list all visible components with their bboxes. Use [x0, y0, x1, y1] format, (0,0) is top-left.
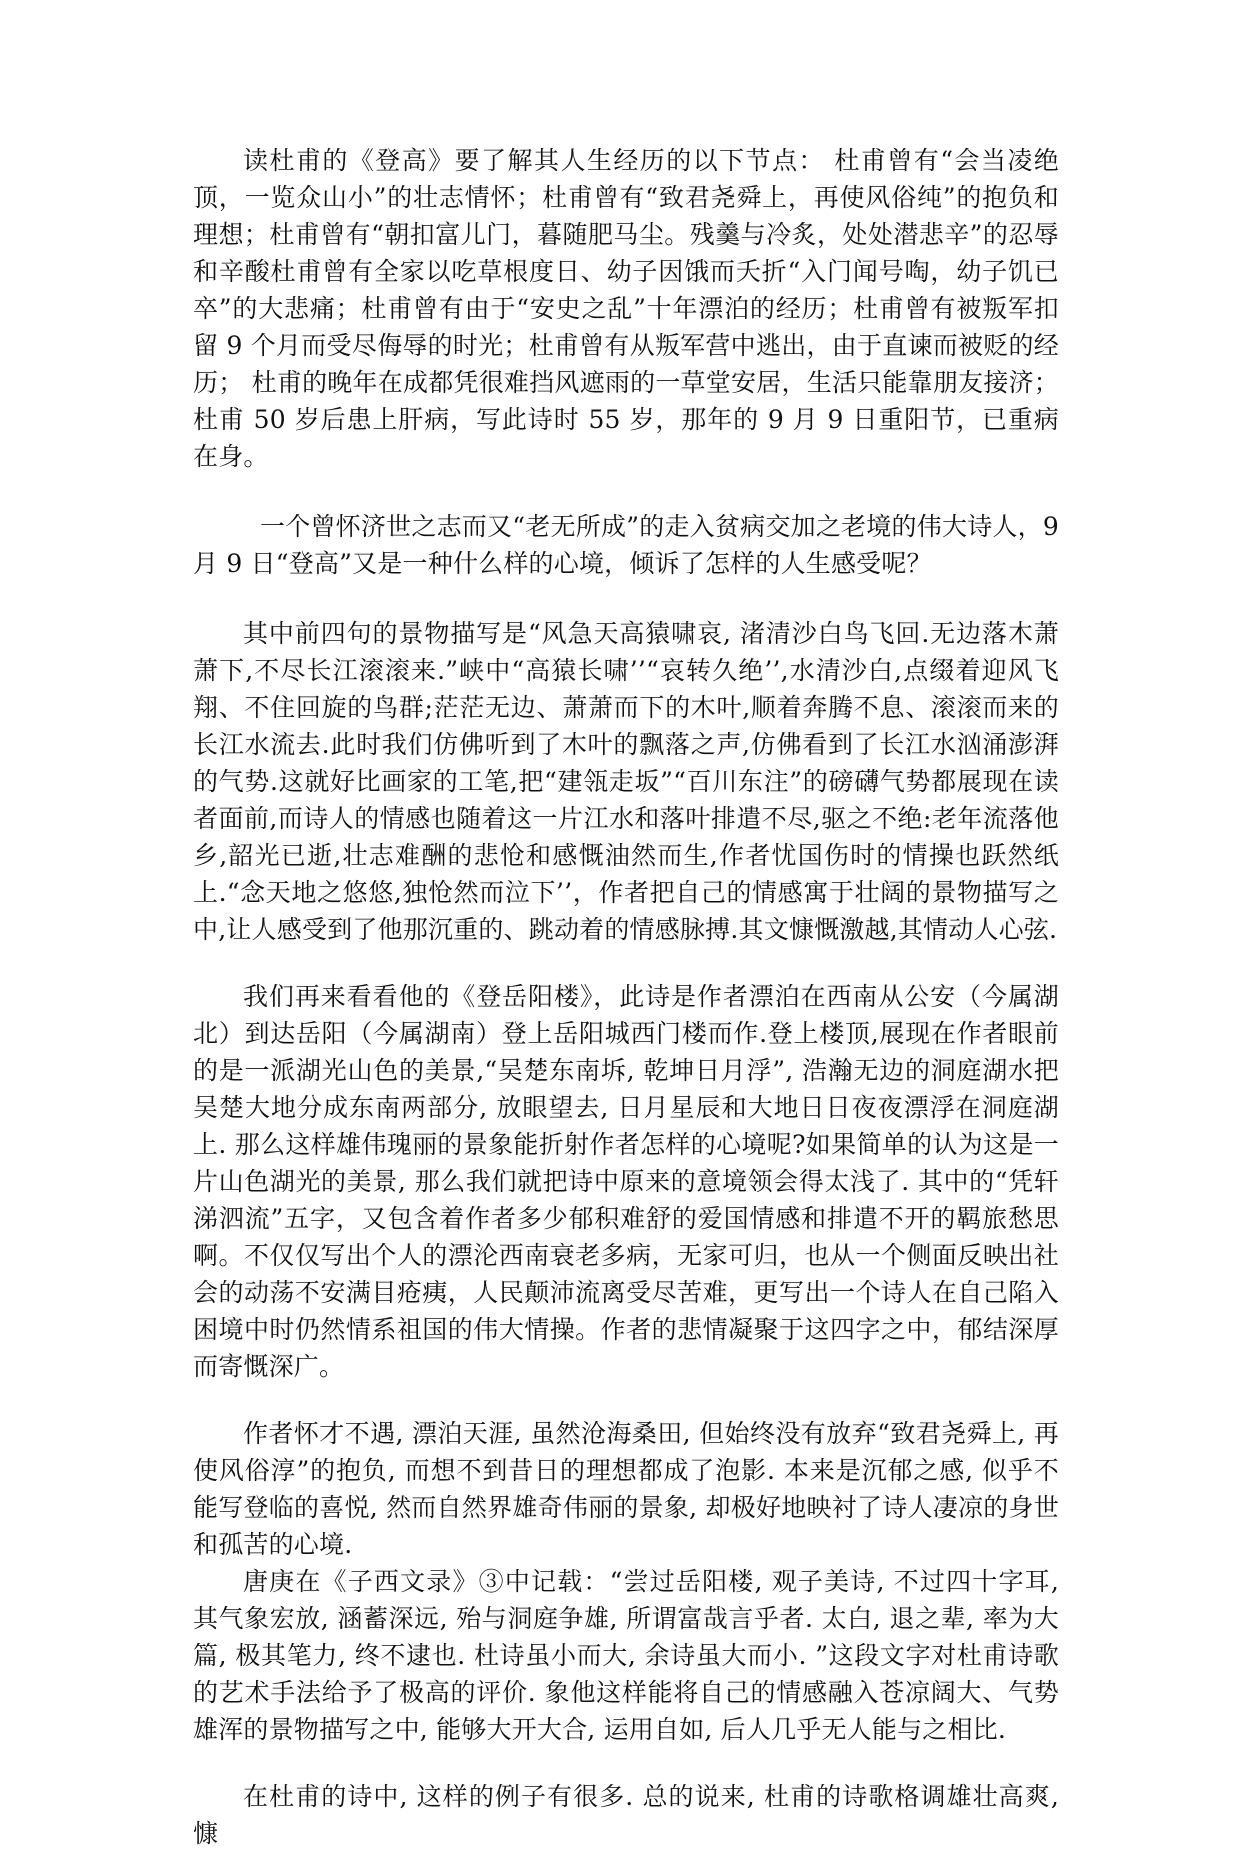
- paragraph-5: 作者怀才不遇, 漂泊天涯, 虽然沧海桑田, 但始终没有放弃“致君尧舜上, 再使风俗淳”的抱负, 而想不到昔日的理想都成了泡影. 本来是沉郁之感, 似乎不能写登临的喜悦, 然而自然界雄奇伟丽的景象, 却极好地映衬了诗人凄凉的身世和孤苦的心境.: [193, 1419, 1059, 1559]
- paragraph-6: 唐庚在《子西文录》③中记载：“尝过岳阳楼, 观子美诗, 不过四十字耳, 其气象宏放, 涵蓄深远, 殆与洞庭争雄, 所谓富哉言乎者. 太白, 退之辈, 率为大篇, 极其笔力, 终不逮也. 杜诗虽小而大, 余诗虽大而小. ”这段文字对杜甫诗歌的艺术手法给予了极高的评价. 象他这样能将自己的情感融入苍凉阔大、气势雄浑的景物描写之中, 能够大开大合, 运用自如, 后人几乎无人能与之相比.: [193, 1567, 1059, 1744]
- paragraph-7: 在杜甫的诗中, 这样的例子有很多. 总的说来, 杜甫的诗歌格调雄壮高爽, 慷: [193, 1782, 1059, 1848]
- paragraph-1: 读杜甫的《登高》要了解其人生经历的以下节点： 杜甫曾有“会当凌绝顶，一览众山小”的壮志情怀；杜甫曾有“致君尧舜上，再使风俗纯”的抱负和理想；杜甫曾有“朝扣富儿门，暮随肥马尘。残羹与冷炙，处处潜悲辛”的忍辱和辛酸杜甫曾有全家以吃草根度日、幼子因饿而夭折“入门闻号啕，幼子饥已卒”的大悲痛；杜甫曾有由于“安史之乱”十年漂泊的经历；杜甫曾有被叛军扣留 9 个月而受尽侮辱的时光；杜甫曾有从叛军营中逃出，由于直谏而被贬的经历； 杜甫的晚年在成都凭很难挡风遮雨的一草堂安居，生活只能靠朋友接济；杜甫 50 岁后患上肝病，写此诗时 55 岁，那年的 9 月 9 日重阳节，已重病在身。: [193, 146, 1059, 471]
- document-page: [193, 142, 1059, 1852]
- paragraph-4: 我们再来看看他的《登岳阳楼》，此诗是作者漂泊在西南从公安（今属湖北）到达岳阳（今属湖南）登上岳阳城西门楼而作.登上楼顶,展现在作者眼前的是一派湖光山色的美景,“吴楚东南坼, 乾坤日月浮”, 浩瀚无边的洞庭湖水把吴楚大地分成东南两部分, 放眼望去, 日月星辰和大地日日夜夜漂浮在洞庭湖上. 那么这样雄伟瑰丽的景象能折射作者怎样的心境呢?如果简单的认为这是一片山色湖光的美景, 那么我们就把诗中原来的意境领会得太浅了. 其中的“凭轩涕泗流”五字，又包含着作者多少郁积难舒的爱国情感和排遣不开的羁旅愁思啊。不仅仅写出个人的漂沦西南衰老多病，无家可归，也从一个侧面反映出社会的动荡不安满目疮痍，人民颠沛流离受尽苦难，更写出一个诗人在自己陷入困境中时仍然情系祖国的伟大情操。作者的悲情凝聚于这四字之中，郁结深厚而寄慨深广。: [193, 982, 1059, 1381]
- paragraph-2: 一个曾怀济世之志而又“老无所成”的走入贫病交加之老境的伟大诗人，9 月 9 日“登高”又是一种什么样的心境，倾诉了怎样的人生感受呢？: [193, 512, 1059, 578]
- paragraph-3: 其中前四句的景物描写是“风急天高猿啸哀, 渚清沙白鸟飞回.无边落木萧萧下,不尽长江滚滚来.”峡中“高猿长啸’’“哀转久绝’’,水清沙白,点缀着迎风飞翔、不住回旋的鸟群;茫茫无边、萧萧而下的木叶,顺着奔腾不息、滚滚而来的长江水流去.此时我们仿佛听到了木叶的飘落之声,仿佛看到了长江水汹涌澎湃的气势.这就好比画家的工笔,把“建瓴走坂”“百川东注”的磅礴气势都展现在读者面前,而诗人的情感也随着这一片江水和落叶排遣不尽,驱之不绝:老年流落他乡,韶光已逝,壮志难酬的悲怆和感慨油然而生,作者忧国伤时的情操也跃然纸上.“念天地之悠悠,独怆然而泣下’’，作者把自己的情感寓于壮阔的景物描写之中,让人感受到了他那沉重的、跳动着的情感脉搏.其文慷慨激越,其情动人心弦.: [193, 619, 1059, 944]
